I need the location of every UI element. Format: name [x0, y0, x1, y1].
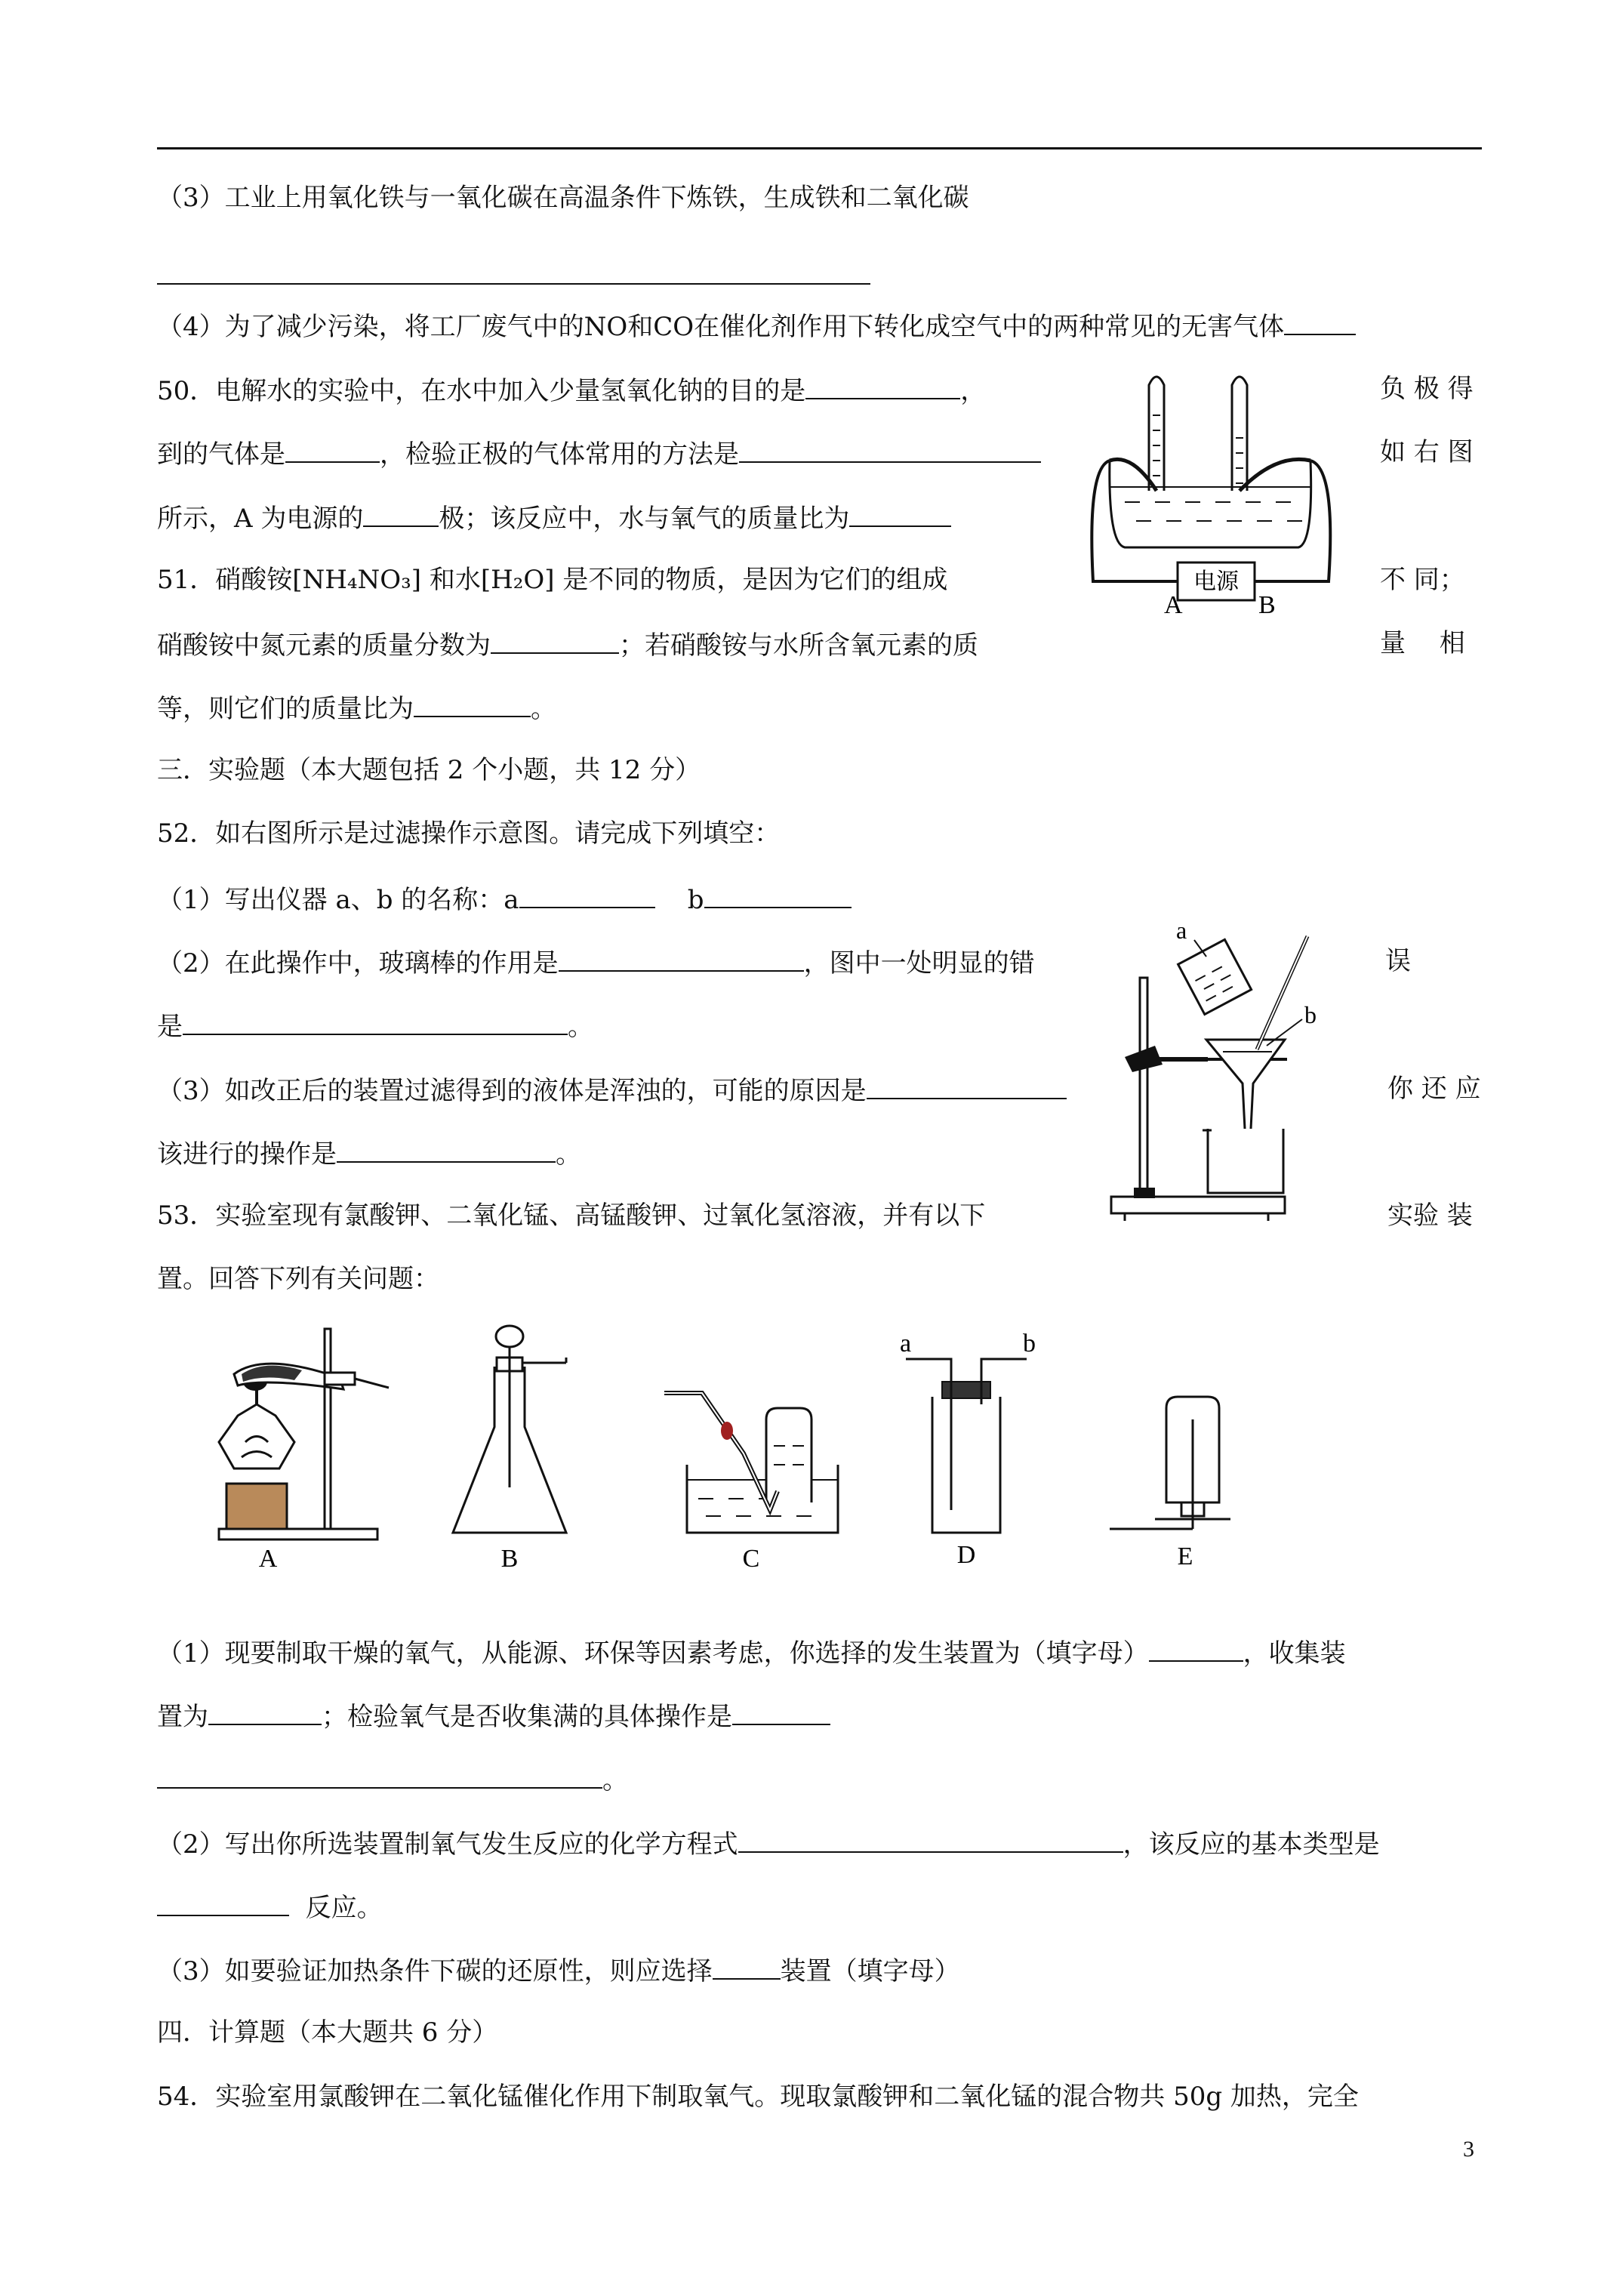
q51-line-1-right: 不 同； [1380, 565, 1465, 595]
q53-sub1-line-3: 。 [157, 1761, 628, 1797]
q51-line-3: 等，则它们的质量比为 。 [157, 690, 556, 726]
q53-sub2-line-1: （2）写出你所选装置制氧气发生反应的化学方程式 ，该反应的基本类型是 [157, 1826, 1380, 1861]
q53-blank-generator[interactable] [1149, 1635, 1243, 1662]
electrode-b-label: B [1258, 591, 1276, 619]
q52-blank-operation[interactable] [337, 1136, 556, 1163]
section-3-heading: 三．实验题（本大题包括 2 个小题，共 12 分） [157, 755, 701, 785]
port-a-label: a [900, 1330, 912, 1358]
q50-blank-1[interactable] [805, 372, 960, 399]
q52-line-6: 该进行的操作是 。 [157, 1136, 581, 1171]
q53-blank-carbon-apparatus[interactable] [713, 1952, 781, 1980]
q51-line-2-right: 量 相 [1380, 628, 1465, 658]
q53-line-1: 53．实验室现有氯酸钾、二氧化锰、高锰酸钾、过氧化氢溶液，并有以下 [157, 1200, 986, 1231]
q50-line-2-right: 如 右 图 [1380, 437, 1474, 467]
apparatus-e [1110, 1397, 1230, 1570]
header-rule [157, 147, 1482, 149]
section-4-heading: 四．计算题（本大题共 6 分） [157, 2017, 498, 2048]
power-source-label: 电源 [1193, 569, 1239, 595]
q53-blank-equation[interactable] [738, 1826, 1123, 1853]
q53-sub1-line-2: 置为 ；检验氧气是否收集满的具体操作是 [157, 1698, 830, 1734]
apparatus-a [219, 1329, 389, 1573]
q49-4-blank[interactable] [1284, 308, 1356, 335]
label-b: b [1304, 1001, 1317, 1028]
q54-line-1: 54．实验室用氯酸钾在二氧化锰催化作用下制取氧气。现取氯酸钾和二氧化锰的混合物共 50g 加热，完全 [157, 2082, 1359, 2112]
q52-line-3: （2）在此操作中，玻璃棒的作用是 ，图中一处明显的错 [157, 945, 1035, 980]
electrode-a-label: A [1164, 591, 1183, 619]
q50-line-1: 50．电解水的实验中，在水中加入少量氢氧化钠的目的是 ， [157, 372, 986, 408]
q53-sub2-line-2: 反应。 [157, 1889, 383, 1925]
q51-line-2: 硝酸铵中氮元素的质量分数为 ；若硝酸铵与水所含氧元素的质 [157, 627, 978, 662]
port-b-label: b [1023, 1330, 1036, 1358]
q49-3-line: （3）工业上用氧化铁与一氧化碳在高温条件下炼铁，生成铁和二氧化碳 [157, 183, 969, 213]
q49-4-line: （4）为了减少污染，将工厂废气中的NO和CO在催化剂作用下转化成空气中的两种常见的无害气体 [157, 308, 1356, 344]
q52-blank-b[interactable] [704, 881, 852, 908]
q53-sub3-line: （3）如要验证加热条件下碳的还原性，则应选择 装置（填字母） [157, 1952, 960, 1988]
apparatus-a-label: A [258, 1545, 278, 1573]
electrolysis-figure [1079, 355, 1336, 619]
apparatus-row [211, 1321, 1268, 1578]
apparatus-c-label: C [742, 1545, 760, 1573]
q52-line-4: 是 。 [157, 1008, 593, 1043]
filtration-apparatus [1110, 917, 1366, 1227]
page-number: 3 [1463, 2137, 1474, 2162]
apparatus-c [664, 1393, 838, 1573]
q51-blank-2[interactable] [414, 690, 531, 717]
q50-blank-4[interactable] [363, 500, 439, 527]
q50-blank-2[interactable] [285, 436, 380, 463]
apparatus-b-label: B [500, 1545, 519, 1573]
q52-blank-reason[interactable] [867, 1072, 1067, 1099]
q51-line-1: 51．硝酸铵[NH₄NO₃] 和水[H₂O] 是不同的物质，是因为它们的组成 [157, 565, 948, 595]
q50-line-1-right: 负 极 得 [1380, 374, 1474, 404]
q51-blank-1[interactable] [491, 627, 619, 654]
q52-line-2: （1）写出仪器 a、b 的名称：a b [157, 881, 852, 917]
apparatus-e-label: E [1177, 1542, 1193, 1570]
q53-line-1-right: 实验 装 [1387, 1200, 1473, 1231]
q52-line-3-right: 误 [1385, 946, 1411, 976]
apparatus-diagrams [211, 1321, 1268, 1578]
q49-3-answer-blank[interactable] [157, 283, 870, 285]
electrolysis-apparatus [1079, 355, 1336, 619]
apparatus-b [453, 1326, 566, 1573]
q50-line-3: 所示，A 为电源的 极；该反应中，水与氧气的质量比为 [157, 500, 951, 535]
q53-line-2: 置。回答下列有关问题： [157, 1264, 439, 1294]
q53-blank-check-1[interactable] [732, 1698, 830, 1725]
q52-line-1: 52．如右图所示是过滤操作示意图。请完成下列填空： [157, 818, 781, 849]
label-a: a [1176, 917, 1187, 944]
q53-blank-reaction-type[interactable] [157, 1889, 289, 1916]
q52-blank-rod[interactable] [559, 945, 804, 972]
q52-line-5: （3）如改正后的装置过滤得到的液体是浑浊的，可能的原因是 [157, 1072, 1067, 1108]
apparatus-d-label: D [956, 1541, 976, 1569]
q50-blank-5[interactable] [849, 500, 951, 527]
q52-blank-error[interactable] [183, 1008, 568, 1035]
q53-blank-check-2[interactable] [157, 1761, 602, 1789]
filtration-figure [1110, 917, 1366, 1227]
q50-blank-3[interactable] [739, 436, 1041, 463]
q52-blank-a[interactable] [519, 881, 655, 908]
q53-blank-collector[interactable] [208, 1698, 322, 1725]
q52-line-5-right: 你 还 应 [1387, 1074, 1481, 1104]
q50-line-2: 到的气体是 ，检验正极的气体常用的方法是 [157, 436, 1041, 471]
apparatus-d [900, 1330, 1036, 1569]
q53-sub1-line-1: （1）现要制取干燥的氧气，从能源、环保等因素考虑，你选择的发生装置为（填字母） ，收集装 [157, 1635, 1346, 1670]
